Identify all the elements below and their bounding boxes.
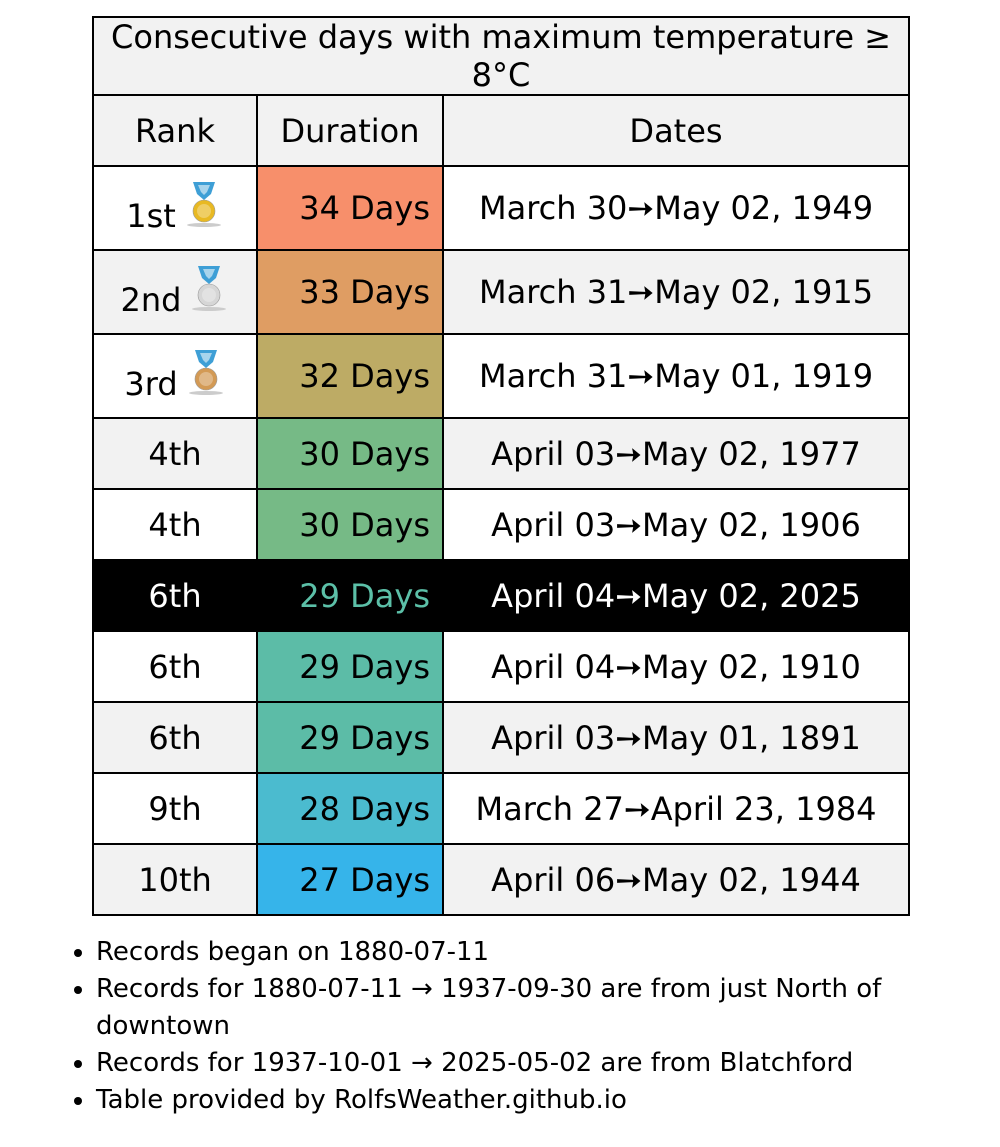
table-row bbox=[93, 702, 909, 773]
note-item: • Records began on 1880-07-11 bbox=[96, 934, 916, 971]
dates-cell: March 31➙May 02, 1915 bbox=[443, 250, 909, 334]
duration-header: Duration bbox=[257, 95, 443, 166]
rank-label: 3rd bbox=[124, 365, 178, 403]
bronze-medal-icon bbox=[186, 348, 226, 404]
dates-cell: April 04➙May 02, 2025 bbox=[443, 560, 909, 631]
duration-cell: 32 Days bbox=[257, 334, 443, 418]
dates-cell: April 03➙May 01, 1891 bbox=[443, 702, 909, 773]
dates-cell: April 03➙May 02, 1906 bbox=[443, 489, 909, 560]
duration-cell: 29 Days bbox=[257, 560, 443, 631]
rank-header: Rank bbox=[93, 95, 257, 166]
rank-cell bbox=[93, 166, 257, 250]
rank-cell: 9th bbox=[93, 773, 257, 844]
dates-cell: April 03➙May 02, 1977 bbox=[443, 418, 909, 489]
dates-cell: March 31➙May 01, 1919 bbox=[443, 334, 909, 418]
note-item: • Table provided by RolfsWeather.github.io bbox=[96, 1082, 916, 1119]
rank-cell: 4th bbox=[93, 489, 257, 560]
table-row bbox=[93, 250, 909, 334]
table-title: Consecutive days with maximum temperature ≥ 8°C bbox=[93, 17, 909, 95]
dates-cell: April 06➙May 02, 1944 bbox=[443, 844, 909, 915]
table-row bbox=[93, 489, 909, 560]
notes-list bbox=[52, 934, 916, 1119]
dates-cell: April 04➙May 02, 1910 bbox=[443, 631, 909, 702]
rank-cell: 6th bbox=[93, 560, 257, 631]
duration-cell: 30 Days bbox=[257, 418, 443, 489]
dates-header: Dates bbox=[443, 95, 909, 166]
table-body bbox=[93, 166, 909, 915]
note-item: • Records for 1880-07-11 → 1937-09-30 are from just North of downtown bbox=[96, 971, 916, 1045]
table-row bbox=[93, 844, 909, 915]
rank-label: 2nd bbox=[120, 281, 182, 319]
duration-cell: 33 Days bbox=[257, 250, 443, 334]
duration-cell: 28 Days bbox=[257, 773, 443, 844]
table-row bbox=[93, 418, 909, 489]
duration-cell: 30 Days bbox=[257, 489, 443, 560]
dates-cell: March 30➙May 02, 1949 bbox=[443, 166, 909, 250]
table-row bbox=[93, 334, 909, 418]
dates-cell: March 27➙April 23, 1984 bbox=[443, 773, 909, 844]
rank-cell: 10th bbox=[93, 844, 257, 915]
duration-cell: 34 Days bbox=[257, 166, 443, 250]
silver-medal-icon bbox=[189, 264, 229, 320]
gold-medal-icon bbox=[184, 180, 224, 236]
note-item: • Records for 1937-10-01 → 2025-05-02 are from Blatchford bbox=[96, 1045, 916, 1082]
rank-cell: 4th bbox=[93, 418, 257, 489]
table-row bbox=[93, 560, 909, 631]
duration-cell: 29 Days bbox=[257, 702, 443, 773]
rank-cell bbox=[93, 250, 257, 334]
rank-label: 1st bbox=[126, 197, 176, 235]
records-table bbox=[92, 16, 910, 916]
duration-cell: 27 Days bbox=[257, 844, 443, 915]
table-row bbox=[93, 631, 909, 702]
rank-cell: 6th bbox=[93, 702, 257, 773]
duration-cell: 29 Days bbox=[257, 631, 443, 702]
table-row bbox=[93, 166, 909, 250]
rank-cell: 6th bbox=[93, 631, 257, 702]
rank-cell bbox=[93, 334, 257, 418]
table-row bbox=[93, 773, 909, 844]
